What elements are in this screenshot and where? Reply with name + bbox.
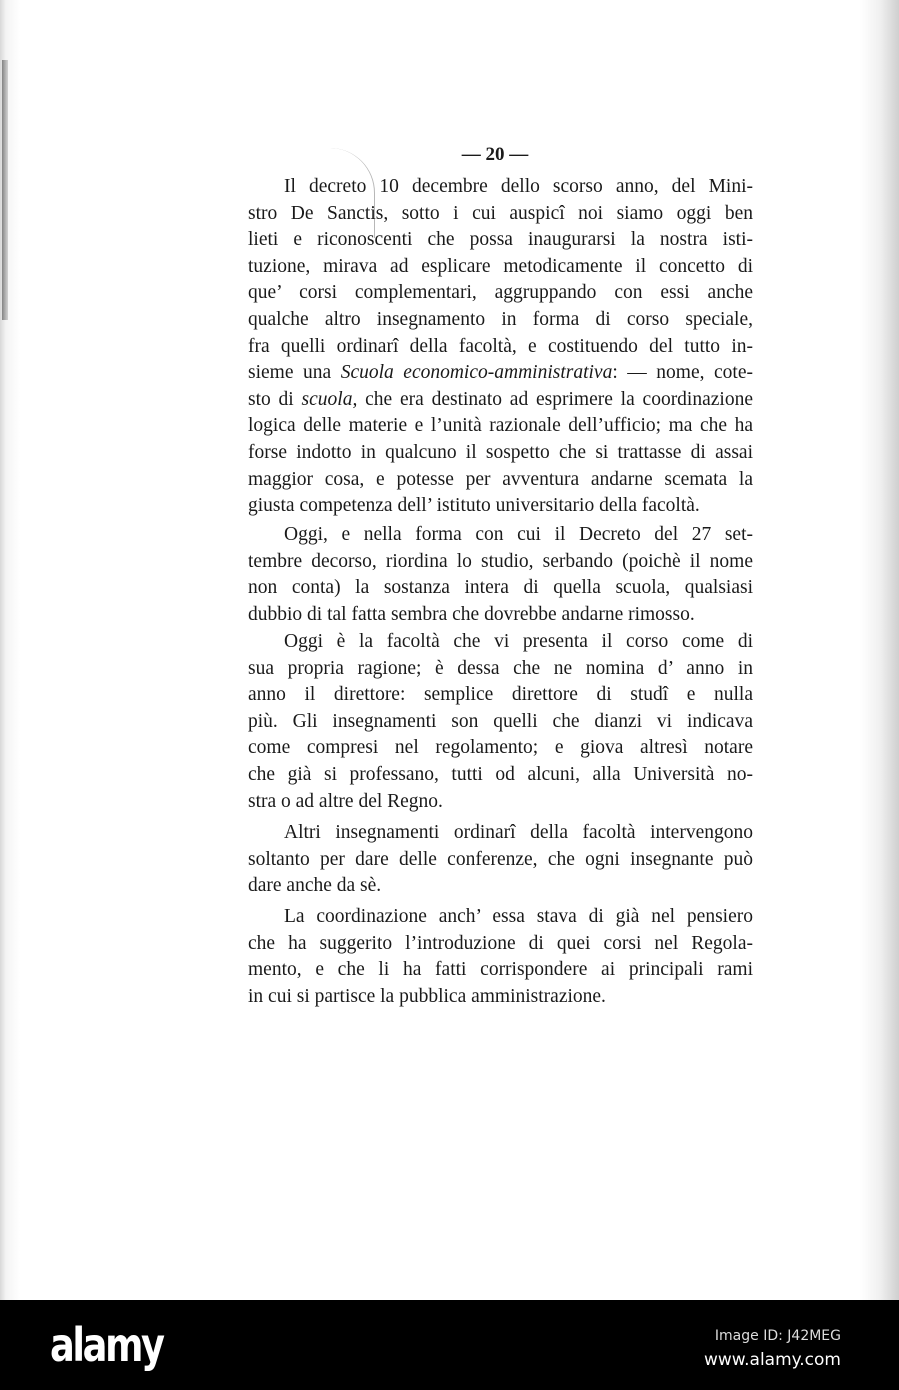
text-segment: sieme una: [248, 362, 341, 384]
text-line: [248, 657, 753, 681]
text-line: [248, 335, 753, 359]
text-segment: : — nome, cote-: [612, 362, 753, 384]
text-line: [248, 175, 753, 199]
text-segment: dubbio di tal fatta sembra che dovrebbe andarne rimosso.: [248, 603, 695, 625]
text-segment: che ha suggerito l’introduzione di quei corsi nel Regola-: [248, 932, 753, 954]
text-segment: anno il direttore: semplice direttore di studî e nulla: [248, 684, 753, 706]
text-line: [248, 388, 753, 412]
text-line: [248, 414, 753, 438]
text-line: [248, 281, 753, 305]
text-line: [248, 576, 753, 600]
text-line: [248, 763, 753, 787]
text-segment: che già si professano, tutti od alcuni, alla Università no-: [248, 764, 753, 785]
italic-text: scuola,: [301, 388, 358, 410]
page-edge-shadow: [2, 60, 8, 320]
text-line: [248, 683, 753, 707]
site-url: www.alamy.com: [703, 1350, 841, 1370]
text-line: [248, 603, 753, 627]
text-line: [248, 790, 753, 814]
text-segment: Altri insegnamenti ordinarî della facoltà intervengono: [284, 822, 753, 843]
text-segment: non conta) la sostanza intera di quella scuola, qualsiasi: [248, 577, 753, 599]
text-segment: stro De Sanctis, sotto i cui auspicî noi siamo oggi ben: [248, 202, 753, 224]
text-line: [248, 308, 753, 332]
text-line: [248, 932, 753, 956]
text-segment: che era destinato ad esprimere la coordinazione: [357, 388, 753, 410]
text-segment: qualche altro insegnamento in forma di corso speciale,: [248, 309, 753, 330]
text-line: [248, 905, 753, 929]
text-line: [248, 821, 753, 845]
text-segment: dare anche da sè.: [248, 875, 382, 897]
text-segment: maggior cosa, e potesse per avventura andarne scemata la: [248, 468, 753, 490]
text-segment: fra quelli ordinarî della facoltà, e costituendo del tutto in-: [248, 335, 753, 357]
text-segment: stra o ad altre del Regno.: [248, 790, 443, 812]
text-segment: come compresi nel regolamento; e giova altresì notare: [248, 737, 753, 759]
text-line: [248, 255, 753, 279]
text-line: [248, 874, 753, 898]
text-line: [248, 228, 753, 252]
text-segment: Oggi, e nella forma con cui il Decreto del 27 set-: [284, 524, 753, 545]
text-segment: mento, e che li ha fatti corrispondere ai principali rami: [248, 959, 753, 981]
text-line: [248, 985, 753, 1009]
text-segment: tuzione, mirava ad esplicare metodicamente il concetto di: [248, 255, 753, 277]
page-number: — 20 —: [461, 144, 529, 165]
text-line: [248, 848, 753, 872]
image-id: Image ID: J42MEG: [714, 1328, 841, 1344]
text-line: [248, 468, 753, 492]
text-line: [248, 202, 753, 226]
text-segment: lieti e riconoscenti che possa inaugurarsi la nostra isti-: [248, 229, 753, 251]
text-segment: logica delle materie e l’unità razionale dell’ufficio; ma che ha: [248, 415, 753, 437]
text-line: [248, 494, 753, 518]
text-line: [248, 361, 753, 385]
text-segment: più. Gli insegnamenti son quelli che dianzi vi indicava: [248, 710, 753, 732]
text-segment: in cui si partisce la pubblica amministrazione.: [248, 985, 606, 1007]
text-line: [248, 441, 753, 465]
text-segment: soltanto per dare delle conferenze, che ogni insegnante può: [248, 848, 753, 870]
text-line: [248, 523, 753, 547]
text-line: [248, 736, 753, 760]
text-line: [248, 958, 753, 982]
text-segment: giusta competenza dell’ istituto universitario della facoltà.: [248, 495, 700, 517]
alamy-logo: alamy: [50, 1318, 163, 1372]
italic-text: Scuola economico-amministrativa: [340, 362, 613, 384]
text-line: [248, 550, 753, 574]
text-line: [248, 710, 753, 734]
text-segment: forse indotto in qualcuno il sospetto che si trattasse di assai: [248, 442, 753, 463]
watermark-banner: [0, 1300, 899, 1390]
text-segment: Oggi è la facoltà che vi presenta il corso come di: [284, 631, 753, 652]
text-segment: La coordinazione anch’ essa stava di già nel pensiero: [284, 906, 753, 927]
text-segment: sto di: [248, 388, 302, 410]
text-segment: tembre decorso, riordina lo studio, serbando (poichè il nome: [248, 550, 753, 572]
text-segment: Il decreto 10 decembre dello scorso anno, del Mini-: [284, 176, 753, 197]
text-segment: que’ corsi complementari, aggruppando con essi anche: [248, 282, 753, 304]
text-segment: sua propria ragione; è dessa che ne nomina d’ anno in: [248, 657, 753, 679]
text-line: [248, 630, 753, 654]
